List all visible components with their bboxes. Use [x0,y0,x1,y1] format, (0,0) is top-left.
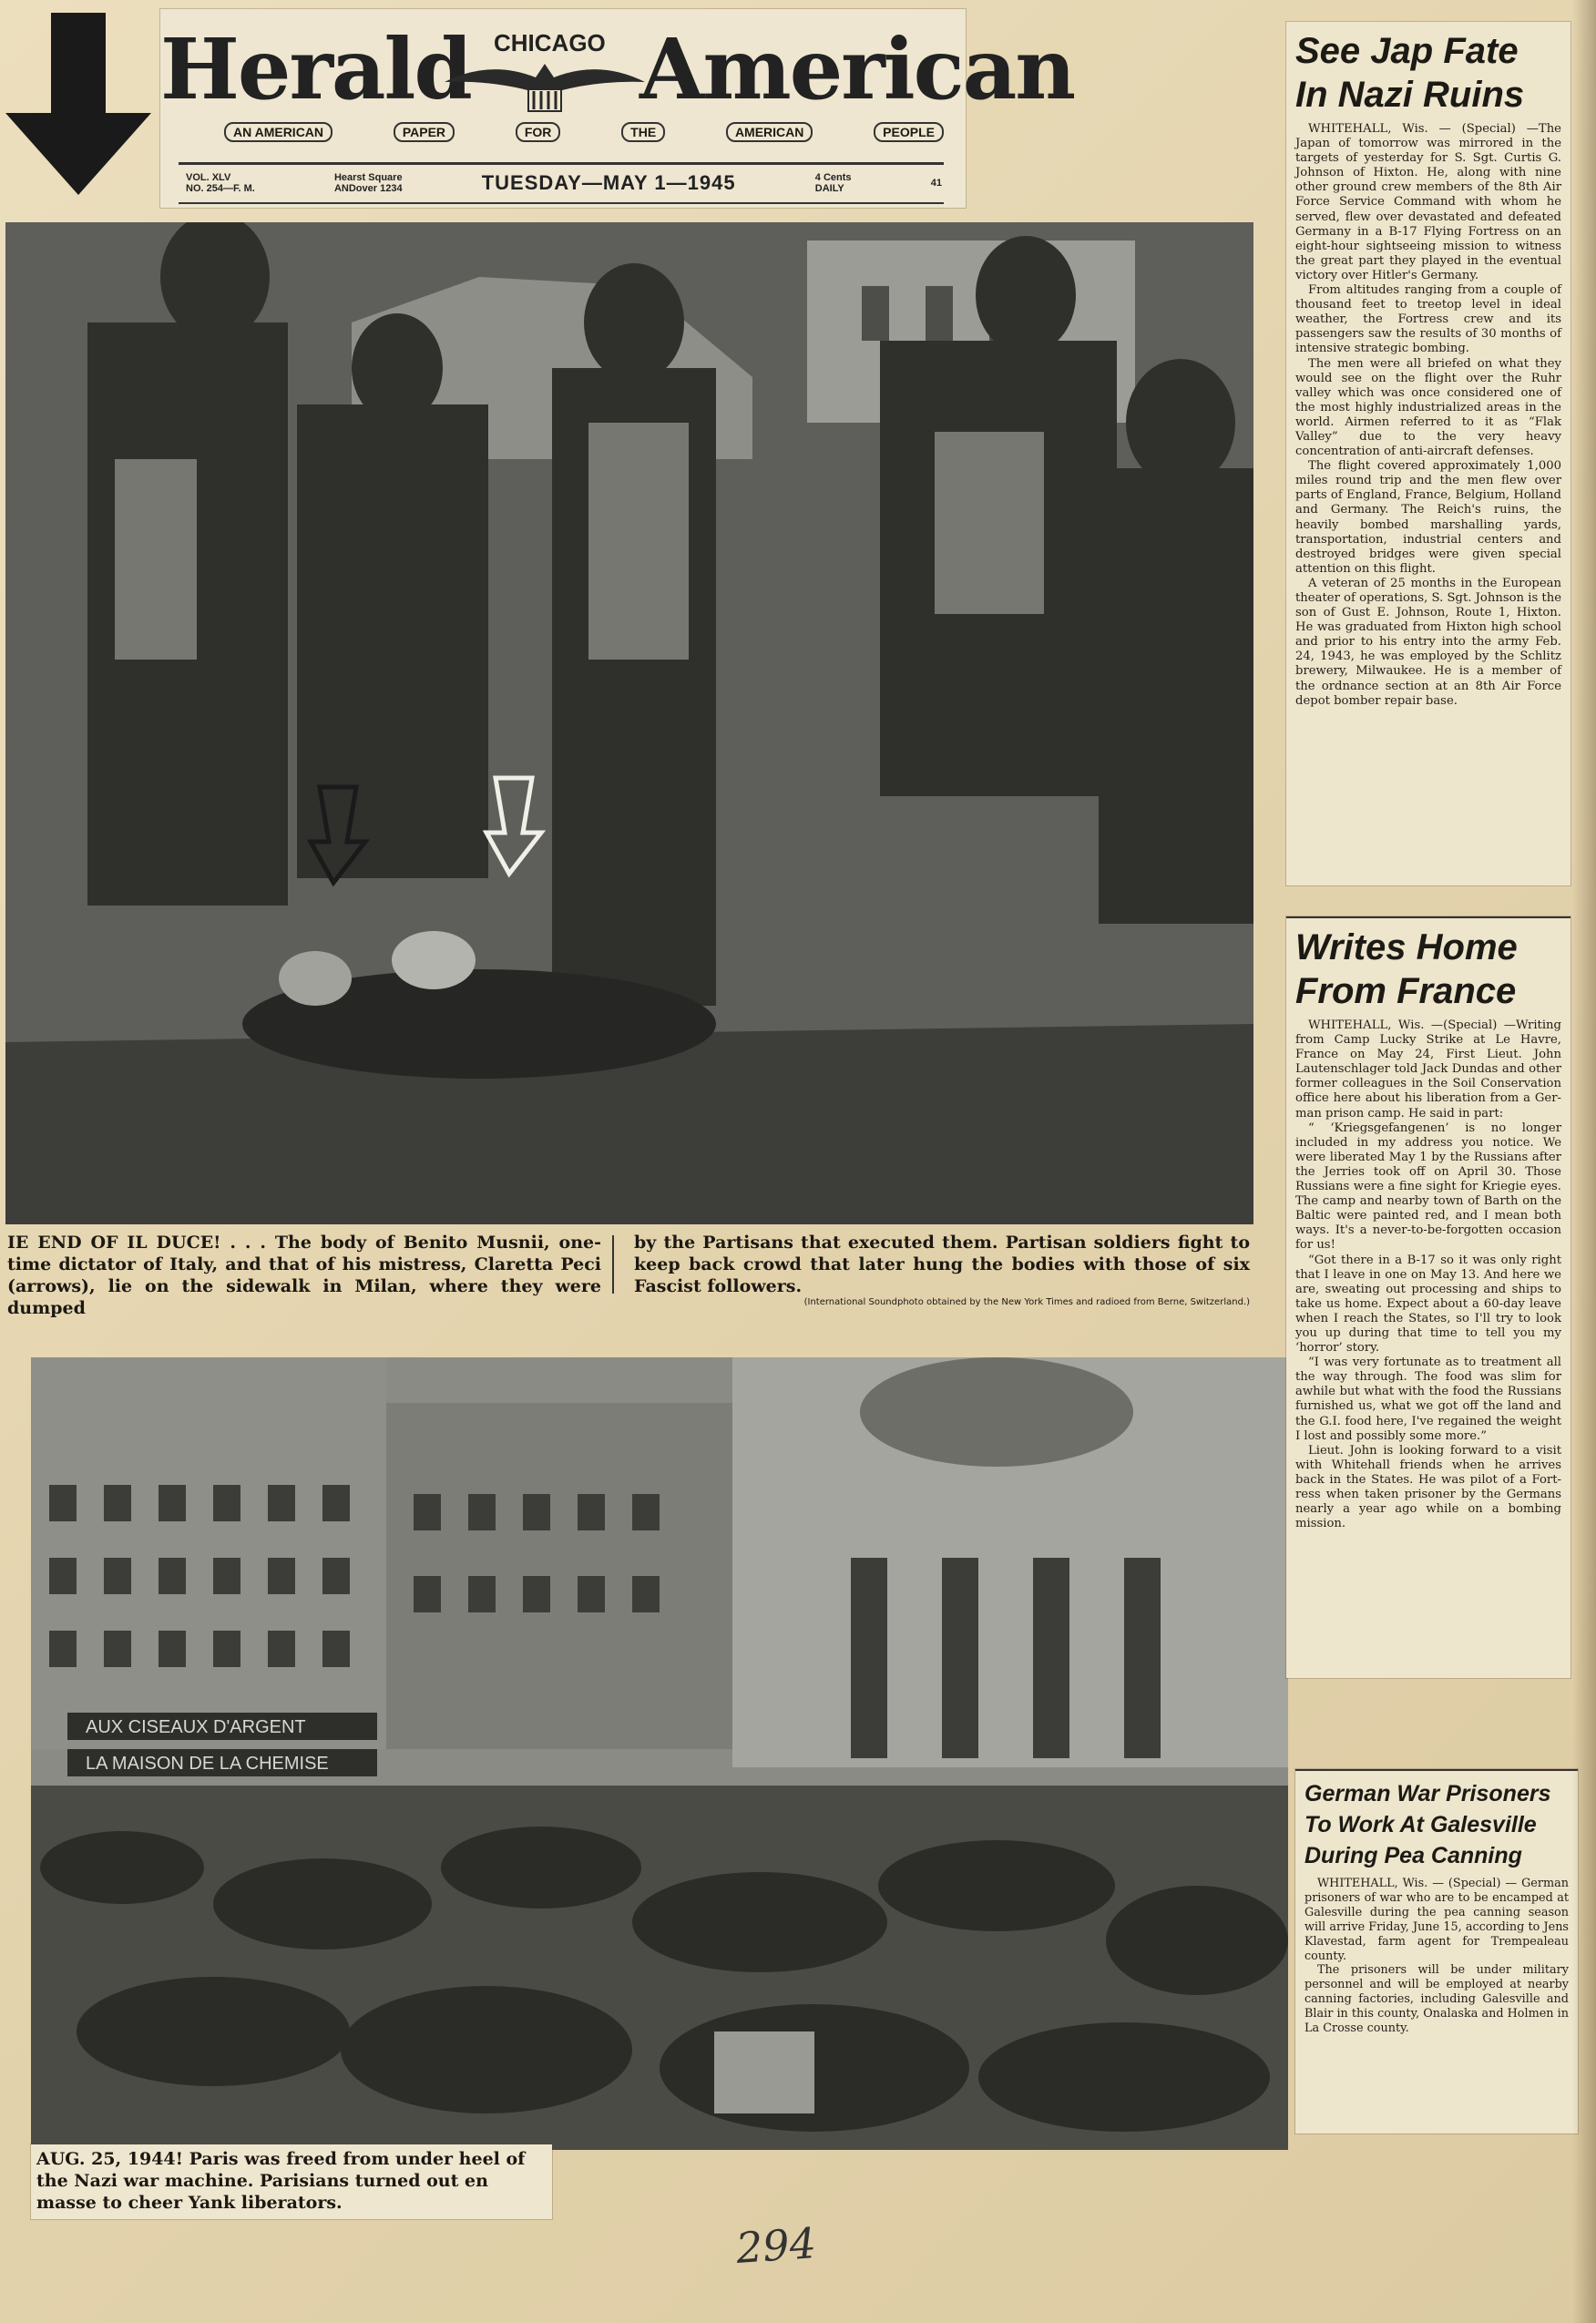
article-body [1295,122,1561,709]
photo-milan-illustration [5,222,1253,1224]
photo-paris-liberation [31,1357,1288,2150]
article-paragraph: A veteran of 25 months in the European theater of operations, S. Sgt. Johnson is the son of Gust E. Johnson, Route 1, Hixton. He was graduated from Hixton high school and prior to his entry into the army Feb. 24, 1943, he was employed by the Schlitz brewery, Milwaukee. He is a member of the ordnance section at an 8th Air Force depot bomber repair base. [1295,576,1562,708]
article-paragraph: The flight covered approximately 1,000 miles round trip and the men flew over parts of England, France, Belgium, Holland and Germany. The Reich's ruins, the heavily bombed marshalling yards, transportation, industrial centers and destroyed bridges were given special attention on this flight. [1295,459,1561,576]
article-paragraph: The men were all briefed on what they would see on the flight over the Ruhr valley which was once considered one of the most highly industrialized areas in the world. Airmen referred to it as “Flak Valley” due to the very heavy concentration of anti-aircraft defenses. [1295,356,1561,459]
photo-paris-caption [31,2144,552,2219]
newspaper-masthead [160,9,1075,208]
masthead-rule [179,162,944,165]
page-edge-shadow [1572,0,1596,2323]
slogan-word: PEOPLE [874,122,944,142]
article-see-jap-fate [1286,22,1570,885]
article-body [1304,1877,1569,2036]
photo-milan-caption-part2 [634,1232,1250,1308]
caption-text: Paris was freed from under heel of the Nazi war machine. Parisians turned out en masse to cheer Yank liberators. [36,2149,526,2213]
article-headline: See Jap Fate In Nazi Ruins [1295,31,1525,115]
slogan-word: FOR [516,122,561,142]
edition-number: 41 [930,178,942,189]
shop-sign-1: AUX CISEAUX D'ARGENT [86,1717,306,1737]
article-paragraph: “I was very fortunate as to treatment all the way through. The food was slim for awhile but what with the food the Russians furnished us, what we got off the land and the G.I. food here, I've regained the weight I lost and possibly some more.” [1295,1356,1561,1443]
phone-info: Hearst Square ANDover 1234 [333,172,403,194]
photo-paris-illustration [31,1357,1288,2150]
slogan-word: PAPER [394,122,455,142]
article-body [1295,1018,1561,1531]
slogan-word: AN AMERICAN [224,122,332,142]
article-writes-home [1286,916,1570,1678]
volume-number: VOL. XLV NO. 254—F. M. [186,172,255,194]
photo-milan-caption-part1 [7,1232,601,1319]
masthead-city: CHICAGO [494,29,606,56]
article-paragraph: “Got there in a B-17 so it was only right that I leave in one on May 13. And here we are, sweating out processing and ships to take us home. Expect about a 60-day leave when I reach the States, so I'll try to look you up during that time to tell you my ‘horror’ story. [1295,1253,1561,1356]
photo-milan-crowd [5,222,1253,1224]
article-paragraph: From altitudes ranging from a couple of thousand feet to treetop level in ideal weather, the Fortress crew and its passengers saw the results of 30 months of intensive strategic bombing. [1295,283,1561,356]
caption-text: by the Partisans that executed them. Partisan soldiers fight to keep back crowd that later hung the bodies with those of six Fascist followers. [634,1233,1250,1296]
issue-date: TUESDAY—MAY 1—1945 [481,171,736,194]
slogan-word: AMERICAN [726,122,813,142]
caption-lead: IE END OF IL DUCE! . . . [7,1233,267,1253]
caption-text: The body of Benito Musnii, one-time dictator of Italy, and that of his mistress, Claretta Peci (arrows), lie on the sidewalk in Milan, where they were dumped [7,1233,601,1318]
article-headline: Writes Home From France [1295,927,1518,1011]
article-headline: German War Prisoners To Work At Galesville During Pea Canning [1304,1781,1551,1868]
down-arrow-icon [5,13,151,195]
article-paragraph: Lieut. John is looking forward to a visit with Whitehall friends when he arrives back in the States. He was pilot of a Fortress when taken prisoner by the Germans nearly a year ago while on a bombing mission. [1295,1443,1561,1531]
caption-divider [612,1235,614,1294]
slogan-word: THE [621,122,665,142]
masthead-title-american: American [639,20,1075,118]
masthead-slogan [224,122,944,142]
article-paragraph: The prisoners will be under military personnel and will be employed at nearby canning factories, including Galesville and Blair in this county, Onalaska and Holmen in La Crosse county. [1304,1963,1569,2036]
article-german-war-prisoners [1295,1769,1578,2134]
price-info: 4 Cents DAILY [814,172,852,194]
article-paragraph: WHITEHALL, Wis. — (Special) — German prisoners of war who are to be encamped at Galesville during the pea canning season will arrive Friday, June 15, according to Jens Klavestad, farm agent for Trempealeau county. [1304,1877,1569,1963]
shop-sign-2: LA MAISON DE LA CHEMISE [86,1754,329,1774]
handwritten-page-number: 294 [734,2218,818,2273]
article-paragraph: WHITEHALL, Wis. —(Special) —Writing from Camp Lucky Strike at Le Havre, France on May 24, First Lieut. John Lautenschlager told Jack Dundas and other former colleagues in the Soil Conservation office here about his liberation from a German prison camp. He said in part: [1295,1018,1561,1121]
article-paragraph: WHITEHALL, Wis. — (Special) —The Japan of tomorrow was mirrored in the targets of yesterday for S. Sgt. Curtis G. Johnson of Hixton. He, along with nine other ground crew members of the 8th Air Force Service Command with whom he served, flew over devastated and defeated Germany in a B-17 Flying Fortress on an eight-hour sightseeing mission to witness the great part they played in the eventual victory over Hitler's Germany. [1295,122,1561,282]
masthead-info-bar [186,171,942,195]
article-paragraph: “ ‘Kriegsgefangenen’ is no longer included in my address you notice. We were liberated May 1 by the Russians after the Jerries took off on April 30. Those Russians were a fine sight for Kriegie eyes. The camp and nearby town of Barth on the Baltic were painted red, and I mean both ways. It's a never-to-be-forgotten occasion for us! [1295,1121,1561,1253]
caption-lead: AUG. 25, 1944! [36,2149,183,2169]
photo-credit: (International Soundphoto obtained by the New York Times and radioed from Berne, Switzerland.) [803,1297,1250,1307]
masthead-rule-bottom [179,202,944,204]
masthead-title-herald: Herald [160,20,471,118]
eagle-emblem-icon [445,55,645,118]
